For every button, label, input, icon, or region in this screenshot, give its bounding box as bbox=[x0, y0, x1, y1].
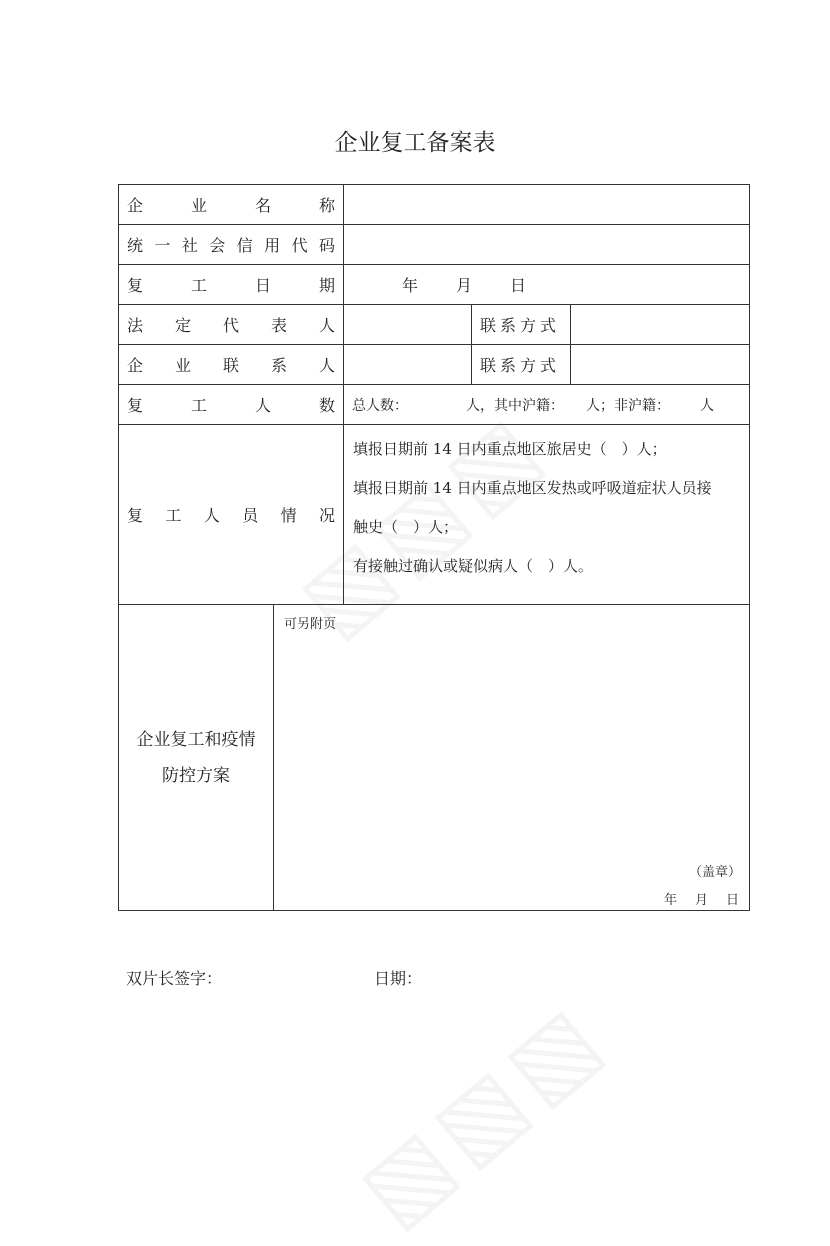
resume-month: 月 bbox=[456, 276, 473, 295]
field-headcount[interactable] bbox=[344, 385, 750, 425]
field-contact-person-contact[interactable] bbox=[571, 345, 750, 385]
plan-label-line: 企业复工和疫情 bbox=[136, 729, 256, 750]
row-situation bbox=[119, 425, 750, 605]
plan-date bbox=[646, 889, 739, 908]
field-resume-date[interactable] bbox=[344, 265, 750, 305]
signature-date-label: 日期： bbox=[374, 969, 423, 988]
situation-line: 填报日期前 14 日内重点地区发热或呼吸道症状人员接 bbox=[353, 479, 712, 497]
label-legal-rep: 法定代表人 bbox=[119, 305, 344, 345]
row-legal-rep bbox=[119, 305, 750, 345]
resume-year: 年 bbox=[402, 276, 419, 295]
label-company-name: 企业名称 bbox=[119, 185, 344, 225]
headcount-shanghai-label: 人，其中沪籍： bbox=[466, 397, 565, 414]
plan-label-line: 防控方案 bbox=[162, 765, 230, 786]
row-plan bbox=[119, 605, 750, 911]
row-headcount bbox=[119, 385, 750, 425]
label-situation: 复工人员情况 bbox=[119, 425, 344, 605]
plan-day: 日 bbox=[726, 893, 740, 908]
headcount-total-label: 总人数： bbox=[352, 397, 409, 414]
plan-year: 年 bbox=[663, 893, 677, 908]
label-contact-person-contact: 联系方式 bbox=[472, 345, 571, 385]
label-legal-rep-contact: 联系方式 bbox=[472, 305, 571, 345]
situation-line: 有接触过确认或疑似病人（ ）人。 bbox=[353, 557, 594, 575]
watermark bbox=[339, 981, 626, 1246]
field-credit-code[interactable] bbox=[344, 225, 750, 265]
resume-day: 日 bbox=[510, 276, 527, 295]
field-legal-rep-contact[interactable] bbox=[571, 305, 750, 345]
plan-month: 月 bbox=[695, 893, 709, 908]
situation-line: 填报日期前 14 日内重点地区旅居史（ ）人； bbox=[353, 440, 667, 458]
row-contact-person bbox=[119, 345, 750, 385]
signature-label: 双片长签字： bbox=[126, 969, 223, 988]
label-contact-person: 企业联系人 bbox=[119, 345, 344, 385]
field-contact-person[interactable] bbox=[344, 345, 472, 385]
headcount-unit: 人 bbox=[700, 397, 715, 414]
headcount-non-shanghai-label: 人；非沪籍： bbox=[586, 397, 671, 414]
label-headcount: 复工人数 bbox=[119, 385, 344, 425]
plan-note: 可另附页 bbox=[284, 617, 337, 632]
row-resume-date bbox=[119, 265, 750, 305]
label-resume-date: 复工日期 bbox=[119, 265, 344, 305]
stamp-label: （盖章） bbox=[689, 865, 742, 880]
situation-line: 触史（ ）人； bbox=[353, 518, 459, 536]
page-title: 企业复工备案表 bbox=[334, 130, 496, 156]
field-company-name[interactable] bbox=[344, 185, 750, 225]
label-credit-code: 统一社会信用代码 bbox=[119, 225, 344, 265]
field-plan[interactable] bbox=[274, 605, 750, 911]
filing-form bbox=[118, 184, 750, 911]
label-plan bbox=[119, 605, 274, 911]
field-situation[interactable] bbox=[344, 425, 750, 605]
field-legal-rep[interactable] bbox=[344, 305, 472, 345]
row-credit-code bbox=[119, 225, 750, 265]
row-company-name bbox=[119, 185, 750, 225]
